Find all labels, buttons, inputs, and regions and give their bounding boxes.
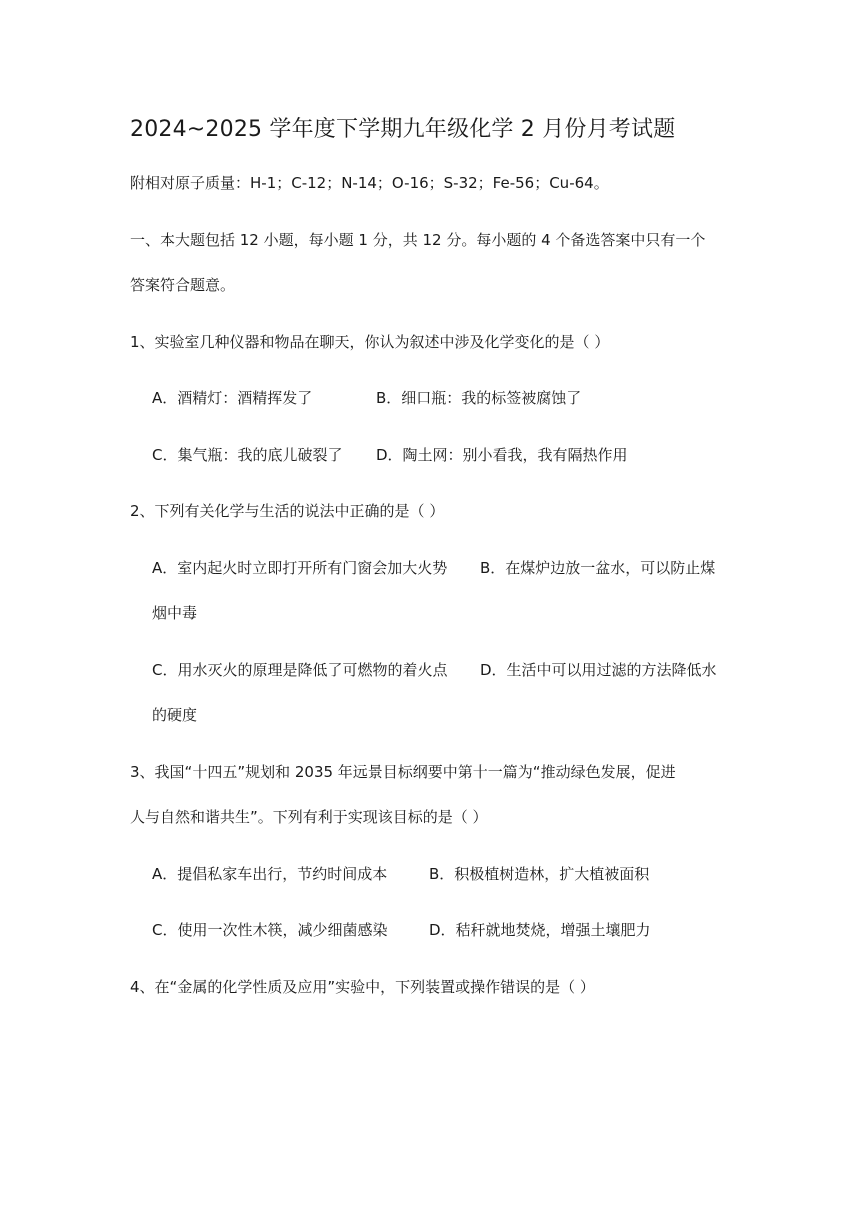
question-2-option-c: C．用水灭火的原理是降低了可燃物的着火点	[152, 661, 448, 679]
question-3-stem-line2: 人与自然和谐共生”。下列有利于实现该目标的是（ ）	[130, 808, 488, 826]
question-2-option-a: A．室内起火时立即打开所有门窗会加大火势	[152, 559, 448, 577]
question-1-option-a: A．酒精灯：酒精挥发了	[152, 389, 313, 407]
page-title: 2024~2025 学年度下学期九年级化学 2 月份月考试题	[130, 117, 676, 142]
question-2-option-d: D．生活中可以用过滤的方法降低水	[480, 661, 717, 679]
question-2-option-b: B．在煤炉边放一盆水，可以防止煤	[480, 559, 716, 577]
question-1-option-d: D．陶土网：别小看我，我有隔热作用	[376, 446, 628, 464]
question-1-stem: 1、实验室几种仪器和物品在聊天，你认为叙述中涉及化学变化的是（ ）	[130, 333, 610, 351]
section-instructions-line1: 一、本大题包括 12 小题，每小题 1 分，共 12 分。每小题的 4 个备选答案中只有一个	[130, 231, 706, 249]
section-instructions-line2: 答案符合题意。	[130, 276, 236, 294]
question-3-option-b: B．积极植树造林，扩大植被面积	[429, 865, 650, 883]
atomic-mass-note: 附相对原子质量：H-1；C-12；N-14；O-16；S-32；Fe-56；Cu-64。	[130, 174, 609, 192]
question-3-option-a: A．提倡私家车出行，节约时间成本	[152, 865, 388, 883]
question-4-stem: 4、在“金属的化学性质及应用”实验中，下列装置或操作错误的是（ ）	[130, 978, 595, 996]
question-3-option-c: C．使用一次性木筷，减少细菌感染	[152, 921, 388, 939]
question-3-stem-line1: 3、我国“十四五”规划和 2035 年远景目标纲要中第十一篇为“推动绿色发展，促进	[130, 763, 676, 781]
question-2-stem: 2、下列有关化学与生活的说法中正确的是（ ）	[130, 502, 445, 520]
question-1-option-c: C．集气瓶：我的底儿破裂了	[152, 446, 343, 464]
question-2-option-b-continued: 烟中毒	[152, 604, 198, 622]
question-3-option-d: D．秸秆就地焚烧，增强土壤肥力	[429, 921, 651, 939]
question-1-option-b: B．细口瓶：我的标签被腐蚀了	[376, 389, 582, 407]
question-2-option-d-continued: 的硬度	[152, 706, 198, 724]
